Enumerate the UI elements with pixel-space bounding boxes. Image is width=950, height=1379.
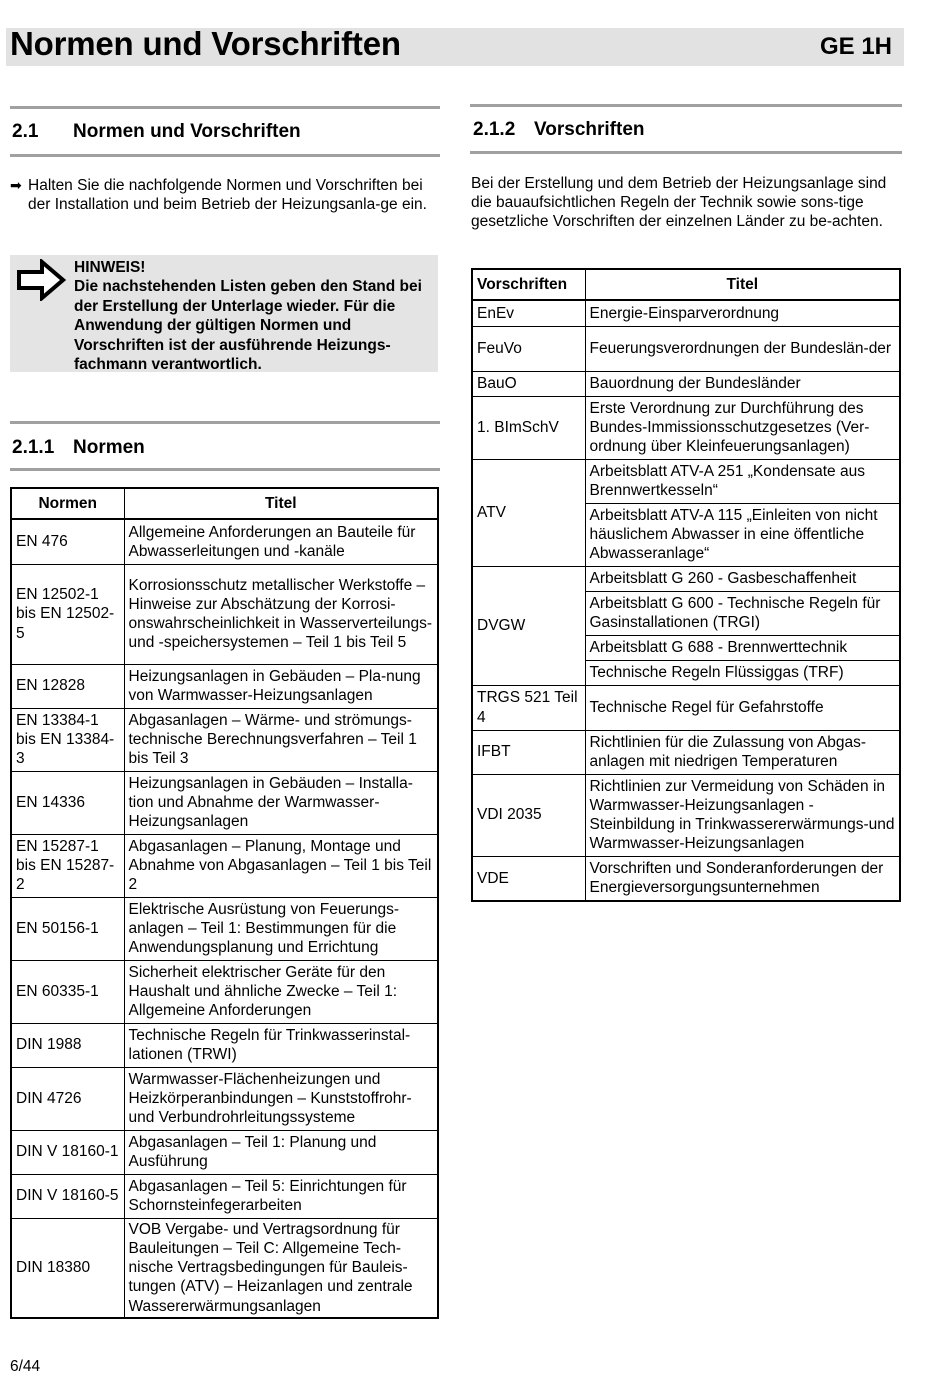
- norm-cell: EN 12502-1 bis EN 12502-5: [11, 564, 124, 664]
- subsection-number: 2.1.2: [473, 119, 516, 140]
- table-row: [472, 371, 900, 396]
- title-cell: Feuerungsverordnungen der Bundeslän-der: [585, 326, 900, 371]
- title-cell: Abgasanlagen – Teil 5: Einrichtungen für Schornsteinfegerarbeiten: [124, 1174, 438, 1218]
- norm-cell: EN 12828: [11, 664, 124, 708]
- section-number: 2.1: [12, 121, 39, 142]
- subsection-rule-top: [10, 421, 440, 424]
- title-cell: Korrosionsschutz metallischer Werkstoffe – Hinweise zur Abschätzung der Korrosi-onswahrscheinlichkeit in Wasserverteilungs- und -speichersystemen – Teil 1 bis Teil 5: [124, 564, 438, 664]
- table-row: [472, 396, 900, 459]
- title-cell: Sicherheit elektrischer Geräte für den Haushalt und ähnliche Zwecke – Teil 1: Allgemeine Anforderungen: [124, 960, 438, 1023]
- norm-cell: DIN V 18160-5: [11, 1174, 124, 1218]
- instruction-text: Halten Sie die nachfolgende Normen und Vorschriften bei der Installation und beim Betrieb der Heizungsanla-ge ein.: [28, 177, 427, 213]
- table-row: [11, 1023, 438, 1067]
- column-header-titel: Titel: [124, 488, 438, 519]
- vorschrift-cell: VDI 2035: [472, 774, 585, 856]
- table-row: [472, 326, 900, 371]
- column-header-vorschriften: Vorschriften: [472, 269, 585, 300]
- table-row: [472, 774, 900, 856]
- vorschrift-cell: ATV: [472, 459, 585, 566]
- title-cell: Richtlinien für die Zulassung von Abgas-anlagen mit niedrigen Temperaturen: [585, 730, 900, 774]
- norm-cell: DIN 18380: [11, 1218, 124, 1318]
- table-row: [11, 664, 438, 708]
- table-row: [472, 685, 900, 730]
- table-row: [472, 730, 900, 774]
- vorschrift-cell: BauO: [472, 371, 585, 396]
- norm-cell: DIN V 18160-1: [11, 1130, 124, 1174]
- title-cell: Abgasanlagen – Wärme- und strömungs-technische Berechnungsverfahren – Teil 1 bis Teil 3: [124, 708, 438, 771]
- intro-text: Bei der Erstellung und dem Betrieb der Heizungsanlage sind die bauaufsichtlichen Regeln der Technik sowie sons-tige gesetzliche Vorschriften der einzelnen Länder zu be-achten.: [471, 175, 887, 230]
- norm-cell: EN 60335-1: [11, 960, 124, 1023]
- table-row: [11, 1130, 438, 1174]
- document-code: GE 1H: [819, 33, 892, 60]
- table-row: [472, 300, 900, 326]
- vorschrift-cell: 1. BImSchV: [472, 396, 585, 459]
- subsection-title: Normen: [73, 437, 145, 458]
- title-cell: Arbeitsblatt ATV-A 115 „Einleiten von nicht häuslichem Abwasser in eine öffentliche Abwasseranlage“: [585, 503, 900, 566]
- table-row: [472, 856, 900, 901]
- title-cell: Technische Regel für Gefahrstoffe: [585, 685, 900, 730]
- table-row: [11, 897, 438, 960]
- table-row: [11, 1174, 438, 1218]
- table-row: [11, 960, 438, 1023]
- vorschrift-cell: IFBT: [472, 730, 585, 774]
- norm-cell: DIN 1988: [11, 1023, 124, 1067]
- title-cell: Technische Regeln für Trinkwasserinstal-lationen (TRWI): [124, 1023, 438, 1067]
- table-row: [11, 708, 438, 771]
- table-row: [11, 1218, 438, 1318]
- title-cell: Technische Regeln Flüssiggas (TRF): [585, 660, 900, 685]
- subsection-number: 2.1.1: [12, 437, 55, 458]
- vorschrift-cell: DVGW: [472, 566, 585, 685]
- vorschrift-cell: EnEv: [472, 300, 585, 326]
- title-cell: Arbeitsblatt G 688 - Brennwerttechnik: [585, 635, 900, 660]
- subsection-rule-bottom: [470, 151, 902, 154]
- title-cell: Bauordnung der Bundesländer: [585, 371, 900, 396]
- subsection-rule-top: [470, 104, 902, 107]
- arrow-icon: ➡: [10, 177, 22, 193]
- title-cell: Heizungsanlagen in Gebäuden – Pla-nung von Warmwasser-Heizungsanlagen: [124, 664, 438, 708]
- title-cell: Arbeitsblatt G 600 - Technische Regeln für Gasinstallationen (TRGI): [585, 591, 900, 635]
- section-rule-top: [10, 106, 440, 109]
- title-cell: Vorschriften und Sonderanforderungen der Energieversorgungsunternehmen: [585, 856, 900, 901]
- title-cell: Erste Verordnung zur Durchführung des Bundes-Immissionsschutzgesetzes (Ver-ordnung über Kleinfeuerungsanlagen): [585, 396, 900, 459]
- title-cell: Abgasanlagen – Planung, Montage und Abnahme von Abgasanlagen – Teil 1 bis Teil 2: [124, 834, 438, 897]
- vorschrift-cell: VDE: [472, 856, 585, 901]
- norm-cell: DIN 4726: [11, 1067, 124, 1130]
- title-cell: Elektrische Ausrüstung von Feuerungs-anlagen – Teil 1: Bestimmungen für die Anwendungsplanung und Errichtung: [124, 897, 438, 960]
- vorschrift-cell: TRGS 521 Teil 4: [472, 685, 585, 730]
- title-cell: Energie-Einsparverordnung: [585, 300, 900, 326]
- table-header-row: [472, 269, 900, 300]
- title-cell: Arbeitsblatt ATV-A 251 „Kondensate aus Brennwertkesseln“: [585, 459, 900, 503]
- table-row: [11, 519, 438, 564]
- section-title: Normen und Vorschriften: [73, 121, 301, 142]
- subsection-title: Vorschriften: [534, 119, 645, 140]
- arrow-right-icon: [16, 259, 66, 301]
- normen-table: [10, 487, 439, 1319]
- norm-cell: EN 14336: [11, 771, 124, 834]
- table-header-row: [11, 488, 438, 519]
- page-title: Normen und Vorschriften: [10, 25, 401, 62]
- title-cell: Heizungsanlagen in Gebäuden – Installa-tion und Abnahme der Warmwasser-Heizungsanlagen: [124, 771, 438, 834]
- title-cell: Warmwasser-Flächenheizungen und Heizkörperanbindungen – Kunststoffrohr-und Verbundrohrleitungssysteme: [124, 1067, 438, 1130]
- notice-text: Die nachstehenden Listen geben den Stand bei der Erstellung der Unterlage wieder. Für die Anwendung der gültigen Normen und Vorschriften ist der ausführende Heizungs-fachmann verantwortlich.: [74, 278, 422, 374]
- notice-content: [74, 258, 429, 374]
- table-row: [11, 771, 438, 834]
- table-row: [11, 1067, 438, 1130]
- vorschriften-table: [471, 268, 901, 902]
- title-cell: Allgemeine Anforderungen an Bauteile für Abwasserleitungen und -kanäle: [124, 519, 438, 564]
- page-number: 6/44: [10, 1358, 41, 1375]
- column-header-titel: Titel: [585, 269, 900, 300]
- table-row: [472, 566, 900, 591]
- notice-title: HINWEIS!: [74, 259, 146, 276]
- norm-cell: EN 476: [11, 519, 124, 564]
- title-cell: Arbeitsblatt G 260 - Gasbeschaffenheit: [585, 566, 900, 591]
- vorschrift-cell: FeuVo: [472, 326, 585, 371]
- table-row: [472, 459, 900, 503]
- table-row: [11, 834, 438, 897]
- norm-cell: EN 13384-1 bis EN 13384-3: [11, 708, 124, 771]
- title-cell: Richtlinien zur Vermeidung von Schäden in Warmwasser-Heizungsanlagen - Steinbildung in Trinkwassererwärmungs-und Warmwasser-Heizungsanlagen: [585, 774, 900, 856]
- subsection-rule-bottom: [10, 468, 440, 471]
- column-header-normen: Normen: [11, 488, 124, 519]
- section-rule-bottom: [10, 154, 440, 157]
- title-cell: VOB Vergabe- und Vertragsordnung für Bauleitungen – Teil C: Allgemeine Tech-nische Vertragsbedingungen für Bauleis-tungen (ATV) – Heizanlagen und zentrale Wassererwärmungsanlagen: [124, 1218, 438, 1318]
- norm-cell: EN 15287-1 bis EN 15287-2: [11, 834, 124, 897]
- table-row: [11, 564, 438, 664]
- norm-cell: EN 50156-1: [11, 897, 124, 960]
- title-cell: Abgasanlagen – Teil 1: Planung und Ausführung: [124, 1130, 438, 1174]
